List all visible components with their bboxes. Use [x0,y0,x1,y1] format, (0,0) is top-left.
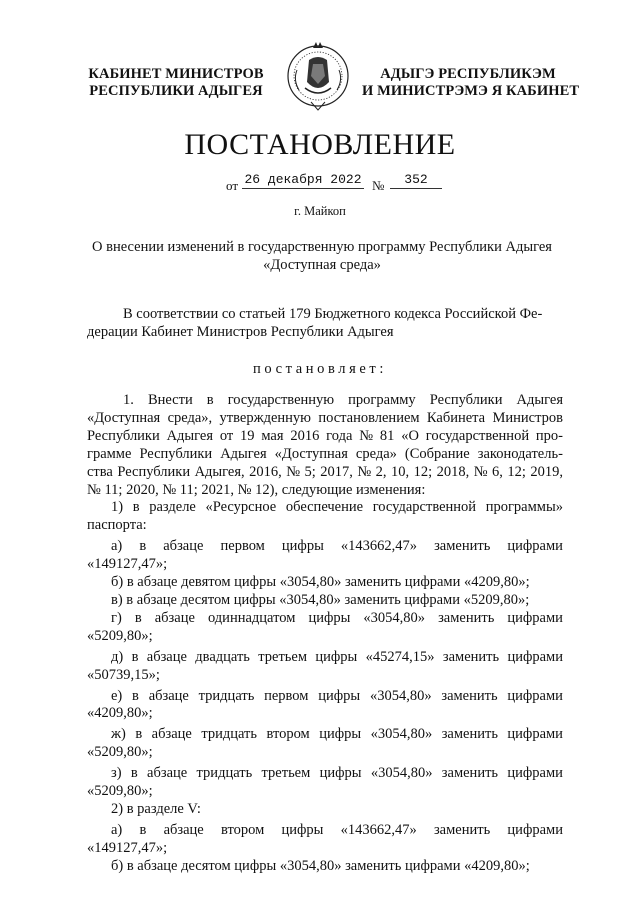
word: цифры [281,821,324,838]
item-1-line: № 11; 2020, № 11; 2021, № 12), следующие изменения: [87,481,426,498]
word: г) [111,609,122,626]
subitem-1v: в) в абзаце десятом цифры «3054,80» заменить цифрами «5209,80»; [111,591,530,608]
subitem-2a: «149127,47»; [87,839,168,856]
word: в [135,726,143,743]
word: «Доступная [274,445,348,462]
document-body [87,392,563,876]
word: в [139,821,147,838]
word: постановлением [318,409,420,426]
word: «О [401,427,419,444]
subject-line: «Доступная среда» [263,257,381,273]
item-1-line [87,392,563,410]
subitem-1d: «50739,15»; [87,666,160,683]
word: 2019, [530,463,563,480]
word: 2016, [249,463,282,480]
subitem-2b: б) в абзаце десятом цифры «3054,80» заменить цифрами «4209,80»; [111,857,530,874]
number-label: № [372,178,385,193]
preamble-line: дерации Кабинет Министров Республики Адыгея [87,324,394,340]
item-1-line [87,410,563,428]
decree-word: постановляет: [253,361,387,377]
word: в [206,392,214,408]
word: ства [87,463,113,480]
word: «3054,80» [370,726,433,743]
word: тридцать [198,687,255,704]
word: 12; [507,463,526,480]
word: программы» [485,499,563,516]
subitem-1-intro: паспорта: [87,517,147,534]
word: абзаце [148,687,189,704]
word: «143662,47» [340,821,417,838]
word: обеспечение [285,499,364,516]
word: «45274,15» [365,648,435,665]
subitem-1b: б) в абзаце девятом цифры «3054,80» заменить цифрами «4209,80»; [111,574,530,591]
word: утвержденную [219,409,311,426]
word: цифры [281,538,324,555]
word: цифрами [507,687,563,704]
word: ж) [111,726,126,743]
word: заменить [441,687,498,704]
word: Республики [139,445,213,462]
word: Республики [87,427,160,444]
word: абзаце [163,538,204,555]
word: цифрами [507,726,563,743]
word: цифрами [507,648,563,665]
word: «Ресурсное [205,499,277,516]
word: 2018, [436,463,470,480]
word: от [219,427,234,444]
word: одиннадцатом [207,609,296,626]
item-1-line [87,464,563,482]
word: абзаце [154,609,195,626]
word: цифры [308,609,351,626]
item-1-line [87,446,563,464]
issuer-line: КАБИНЕТ МИНИСТРОВ [88,66,264,82]
word: программу [348,392,416,408]
subitem-1e: «4209,80»; [87,705,153,722]
word: заменить [441,765,499,782]
word: 1) [111,499,124,516]
subitem-2a [87,822,563,840]
subitem-1z [87,765,563,783]
issuer-name-russian [88,66,264,100]
document-date: 26 декабря 2022 [242,172,364,189]
word: е) [111,687,123,704]
document-number: 352 [390,172,442,189]
word: 81 [379,427,395,444]
word: абзаце [151,726,192,743]
republic-of-adygea-coat-of-arms-icon [283,40,353,116]
word: (Собрание [404,445,470,462]
word: Адыгея, [194,463,245,480]
word: а) [111,538,123,555]
word: Кабинета [426,409,486,426]
word: цифры [319,765,362,782]
date-number-line [226,172,426,192]
word: 2016 [290,427,320,444]
subitem-1-intro [87,499,563,517]
word: третьем [258,648,308,665]
item-1-line [87,428,563,446]
word: разделе [149,499,196,516]
word: № [473,463,488,480]
word: заменить [433,821,491,838]
word: в [139,538,147,555]
word: законодатель- [477,445,563,462]
subitem-1g: «5209,80»; [87,627,153,644]
word: цифры [315,648,358,665]
word: тридцать [196,765,253,782]
word: № [286,463,301,480]
word: цифры [318,687,361,704]
document-title: ПОСТАНОВЛЕНИЕ [184,128,456,161]
word: Адыгея [220,445,267,462]
word: в [130,765,138,782]
word: двадцать [195,648,250,665]
issuer-line: И МИНИСТРЭМЭ Я КАБИНЕТ [362,83,580,99]
word: а) [111,821,123,838]
word: Министров [492,409,563,426]
word: заменить [441,726,498,743]
preamble [87,305,563,341]
word: 2, [375,463,387,480]
preamble-line: В соответствии со статьей 179 Бюджетного кодекса Российской Фе- [123,306,543,322]
word: абзаце [163,821,204,838]
issuer-name-adyghe [362,66,580,100]
word: государственную [227,392,335,408]
word: «3054,80» [370,765,433,782]
word: «Доступная [87,409,161,426]
city: г. Майкоп [294,204,346,218]
word: цифрами [507,821,563,838]
word: года [326,427,353,444]
word: заменить [438,609,495,626]
word: среда», [167,409,213,426]
word: № [359,427,374,444]
word: д) [111,648,124,665]
subitem-1z: «5209,80»; [87,783,153,800]
date-from-label: от [226,178,239,193]
word: в [131,648,139,665]
subitem-1e [87,688,563,706]
word: мая [261,427,284,444]
word: № [357,463,372,480]
word: 19 [240,427,255,444]
word: заменить [442,648,500,665]
word: государственной [372,499,477,516]
word: Республики [117,463,191,480]
word: государственной [425,427,530,444]
word: абзаце [146,648,187,665]
document-subject [80,238,564,274]
word: цифрами [507,538,563,555]
word: Внести [147,392,193,408]
word: цифрами [507,765,563,782]
word: среда» [355,445,397,462]
word: «3054,80» [363,609,426,626]
word: цифрами [507,609,563,626]
word: первом [220,538,265,555]
word: заменить [434,538,491,555]
word: 1. [123,392,134,408]
word: «143662,47» [340,538,418,555]
word: Республики [429,392,503,408]
word: в [132,499,140,516]
subitem-1g [87,610,563,628]
word: «3054,80» [369,687,432,704]
word: абзаце [147,765,188,782]
word: тридцать [201,726,257,743]
subitem-1zh: «5209,80»; [87,744,153,761]
word: 2017, [320,463,353,480]
word: втором [220,821,265,838]
word: про- [535,427,563,444]
word: третьем [261,765,311,782]
issuer-line: АДЫГЭ РЕСПУБЛИКЭМ [380,66,556,82]
word: цифры [319,726,362,743]
subitem-1zh [87,726,563,744]
subitem-2-intro: 2) в разделе V: [111,800,201,817]
word: втором [266,726,310,743]
word: 6, [492,463,503,480]
subitem-1a: «149127,47»; [87,556,168,573]
word: грамме [87,445,132,462]
word: 10, [391,463,410,480]
subitem-1a [87,538,563,556]
subitem-1d [87,649,563,667]
word: з) [111,765,122,782]
word: Адыгея [166,427,214,444]
word: первом [264,687,309,704]
word: в [134,609,142,626]
issuer-line: РЕСПУБЛИКИ АДЫГЕЯ [89,83,263,99]
word: 12; [413,463,433,480]
subject-line: О внесении изменений в государственную программу Республики Адыгея [92,239,552,255]
word: 5; [304,463,316,480]
word: Адыгея [516,392,563,408]
word: в [132,687,139,704]
